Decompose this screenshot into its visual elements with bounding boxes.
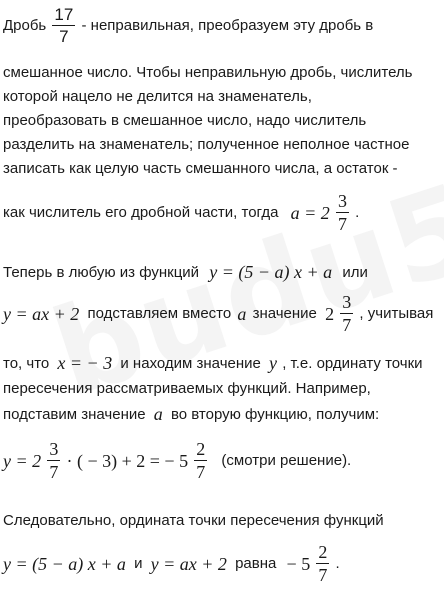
text: . [355, 204, 360, 221]
denominator: 7 [49, 462, 59, 482]
p3-line-2 [3, 543, 340, 584]
p1-line-4: преобразовать в смешанное число, надо числитель [3, 112, 367, 129]
p1-line-6: записать как целую часть смешанного числа, а остаток - [3, 160, 398, 177]
text: значение [252, 305, 317, 322]
denominator: 7 [59, 27, 69, 46]
denominator: 7 [196, 462, 206, 482]
math-a: a [237, 303, 247, 324]
text: то, что [3, 354, 50, 372]
text: - неправильная, преобразуем эту дробь в [81, 17, 374, 34]
p1-line-3: которой нацело не делится на знаменатель, [3, 88, 312, 105]
denominator: 7 [337, 214, 347, 234]
p2-line-4: пересечения рассматриваемых функций. Например, [3, 380, 371, 397]
fraction-2-7 [316, 543, 329, 584]
p1-line-2: смешанное число. Чтобы неправильную дробь, числитель [3, 64, 413, 81]
numerator: 3 [49, 439, 59, 459]
math-lhs: y = 2 [3, 450, 42, 471]
math-function-2: y = ax + 2 [150, 553, 227, 574]
fraction-3-7 [340, 293, 353, 334]
text: или [342, 263, 368, 281]
text: и [134, 555, 143, 572]
denominator: 7 [318, 565, 328, 585]
text: подставим значение [3, 405, 146, 423]
text: равна [235, 555, 277, 572]
equation-line [3, 440, 351, 481]
denominator: 7 [342, 315, 352, 335]
p1-line-7 [3, 192, 359, 233]
p2-line-5 [3, 405, 379, 423]
text: . [335, 555, 340, 572]
numerator: 2 [318, 542, 328, 562]
text: (смотри решение). [221, 452, 352, 469]
math-y: y [269, 353, 278, 373]
p1-line-5: разделить на знаменатель; полученное неполное частное [3, 136, 410, 153]
math-whole: 2 [325, 303, 335, 324]
math-x-eq: x = − 3 [57, 353, 113, 373]
numerator: 2 [196, 439, 206, 459]
numerator: 3 [337, 191, 347, 211]
fraction-17-7 [52, 6, 75, 45]
math-function-1: y = (5 − a) x + a [209, 262, 333, 282]
math-a: a [153, 404, 163, 424]
p2-line-1 [3, 263, 368, 281]
fraction-3-7 [47, 440, 60, 481]
text: , учитывая [359, 305, 434, 322]
fraction-3-7 [336, 192, 349, 233]
math-middle: · ( − 3) + 2 = − 5 [66, 450, 189, 471]
text: как числитель его дробной части, тогда [3, 204, 279, 221]
p1-line-1 [3, 6, 373, 45]
text: , т.е. ординату точки [282, 354, 423, 372]
math-function-2: y = ax + 2 [3, 303, 80, 324]
numerator: 3 [342, 292, 352, 312]
text: Дробь [3, 17, 47, 34]
math-a-eq: a = 2 [290, 202, 330, 223]
text: во вторую функцию, получим: [170, 405, 380, 423]
text: Теперь в любую из функций [3, 263, 200, 281]
p2-line-3 [3, 354, 423, 372]
numerator: 17 [54, 5, 74, 24]
text: и находим значение [120, 354, 261, 372]
p3-line-1: Следовательно, ордината точки пересечения функций [3, 512, 384, 529]
math-result: − 5 [286, 553, 311, 574]
math-function-1: y = (5 − a) x + a [3, 553, 126, 574]
fraction-2-7 [194, 440, 207, 481]
text: подставляем вместо [87, 305, 232, 322]
p2-line-2 [3, 293, 433, 334]
